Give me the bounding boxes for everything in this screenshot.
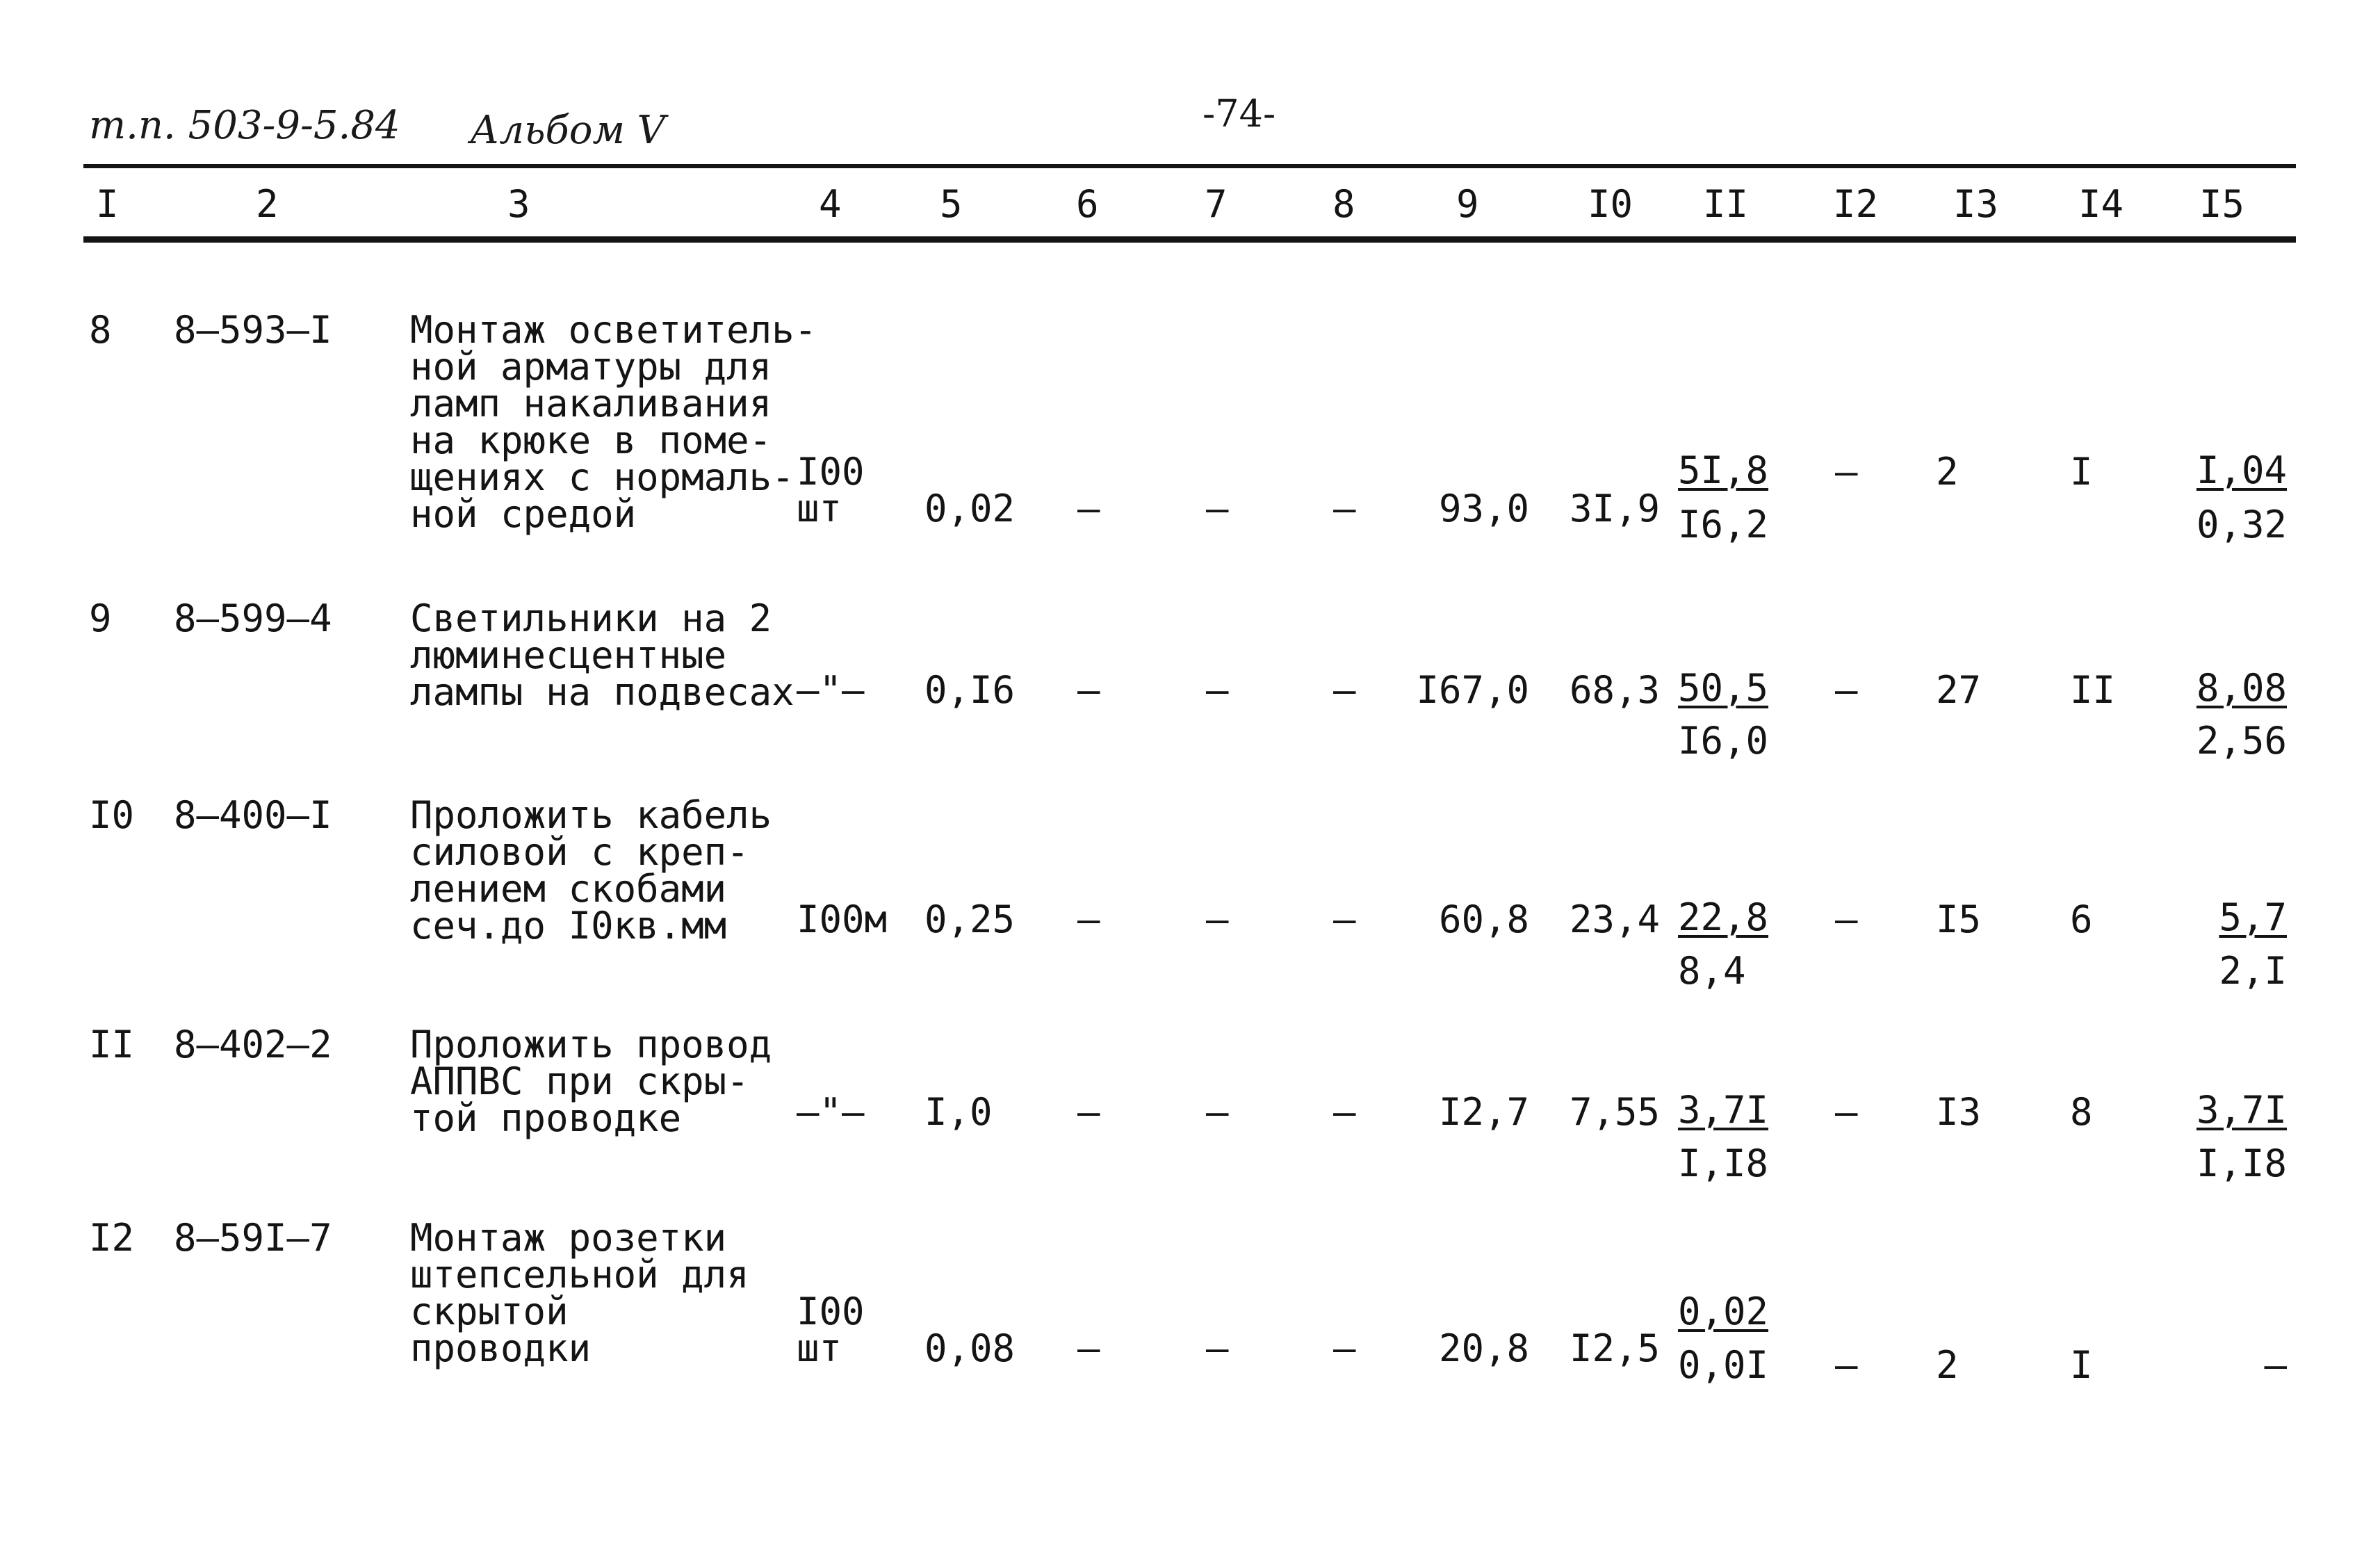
col-11-bottom-value: I,I8 [1678, 1141, 1769, 1185]
work-description-line: лением скобами [410, 867, 727, 911]
col-7-value: – [1206, 668, 1229, 712]
row-number: 8 [89, 308, 112, 352]
rate-code: 8–402–2 [174, 1023, 332, 1066]
col-14-value: II [2070, 668, 2116, 712]
quantity: 0,08 [924, 1326, 1016, 1370]
col-11-bottom-value: I6,2 [1678, 503, 1769, 546]
col-13-value: I5 [1936, 897, 1982, 941]
document-code: т.п. 503-9-5.84 [89, 103, 400, 148]
work-description-line: штепсельной для [410, 1253, 749, 1297]
col-15-bottom-value: I,I8 [2196, 1141, 2287, 1185]
col-9-value: I67,0 [1416, 668, 1529, 712]
work-description-line: проводки [410, 1326, 592, 1370]
col-6-value: – [1077, 1326, 1100, 1370]
col-11-top-value: 50,5 [1678, 666, 1769, 710]
col-15-top-value: – [2264, 1343, 2287, 1387]
work-description-line: ламп накаливания [410, 382, 772, 425]
col-7-value: – [1206, 1090, 1229, 1134]
work-description-line: той проводке [410, 1096, 682, 1140]
col-14-value: I [2070, 1343, 2093, 1387]
column-header-11: II [1703, 182, 1749, 226]
work-description-line: Проложить провод [410, 1023, 772, 1066]
col-7-value: – [1206, 897, 1229, 941]
col-10-value: 23,4 [1569, 897, 1660, 941]
column-header-1: I [96, 182, 119, 226]
col-11-top-value: 22,8 [1678, 895, 1769, 939]
col-8-value: – [1333, 897, 1356, 941]
col-15-bottom-value: 2,I [2219, 949, 2287, 993]
col-9-value: 20,8 [1438, 1326, 1529, 1370]
work-description-line: щениях с нормаль- [410, 455, 794, 499]
col-11-bottom-value: 0,0I [1678, 1343, 1769, 1387]
col-12-value: – [1835, 1090, 1858, 1134]
col-10-value: 7,55 [1569, 1090, 1660, 1134]
col-7-value: – [1206, 487, 1229, 530]
col-8-value: – [1333, 1326, 1356, 1370]
col-15-top-value: 3,7I [2196, 1088, 2287, 1132]
col-11-top-value: 3,7I [1678, 1088, 1769, 1132]
row-number: II [89, 1023, 135, 1066]
col-13-value: 2 [1936, 1343, 1959, 1387]
col-9-value: I2,7 [1438, 1090, 1529, 1134]
unit-of-measure: –"– [797, 668, 865, 712]
column-header-3: 3 [507, 182, 530, 226]
col-12-value: – [1835, 1343, 1858, 1387]
column-header-2: 2 [256, 182, 279, 226]
work-description-line: АППВС при скры- [410, 1059, 749, 1103]
col-12-value: – [1835, 450, 1858, 494]
album-label: Альбом V [470, 108, 666, 153]
col-14-value: 8 [2070, 1090, 2093, 1134]
work-description-line: силовой с креп- [410, 830, 749, 874]
col-6-value: – [1077, 487, 1100, 530]
col-13-value: 2 [1936, 450, 1959, 494]
col-12-value: – [1835, 668, 1858, 712]
unit-of-measure: I00м [797, 897, 888, 941]
row-number: 9 [89, 596, 112, 640]
col-10-value: I2,5 [1569, 1326, 1660, 1370]
rate-code: 8–59I–7 [174, 1216, 332, 1260]
unit-of-measure: шт [797, 1326, 842, 1370]
column-header-14: I4 [2078, 182, 2124, 226]
column-header-6: 6 [1076, 182, 1099, 226]
column-header-8: 8 [1332, 182, 1355, 226]
col-6-value: – [1077, 897, 1100, 941]
column-header-9: 9 [1456, 182, 1479, 226]
unit-of-measure: –"– [797, 1090, 865, 1134]
work-description-line: Проложить кабель [410, 793, 772, 837]
col-9-value: 93,0 [1438, 487, 1529, 530]
work-description-line: лампы на подвесах [410, 670, 794, 714]
col-15-top-value: 8,08 [2196, 666, 2287, 710]
quantity: 0,02 [924, 487, 1016, 530]
col-11-top-value: 0,02 [1678, 1290, 1769, 1333]
header-bottom-rule [83, 236, 2296, 243]
column-header-4: 4 [819, 182, 842, 226]
row-number: I2 [89, 1216, 135, 1260]
quantity: 0,25 [924, 897, 1016, 941]
col-8-value: – [1333, 487, 1356, 530]
rate-code: 8–400–I [174, 793, 332, 837]
rate-code: 8–599–4 [174, 596, 332, 640]
col-15-top-value: 5,7 [2219, 895, 2287, 939]
quantity: 0,I6 [924, 668, 1016, 712]
col-15-bottom-value: 0,32 [2196, 503, 2287, 546]
work-description-line: на крюке в поме- [410, 419, 772, 462]
work-description-line: ной средой [410, 492, 637, 536]
col-14-value: 6 [2070, 897, 2093, 941]
col-14-value: I [2070, 450, 2093, 494]
col-15-bottom-value: 2,56 [2196, 719, 2287, 763]
column-header-7: 7 [1205, 182, 1228, 226]
col-9-value: 60,8 [1438, 897, 1529, 941]
col-7-value: – [1206, 1326, 1229, 1370]
unit-of-measure: шт [797, 487, 842, 530]
work-description-line: Монтаж осветитель- [410, 308, 817, 352]
header-top-rule [83, 164, 2296, 168]
work-description-line: люминесцентные [410, 633, 727, 677]
col-12-value: – [1835, 897, 1858, 941]
col-13-value: 27 [1936, 668, 1982, 712]
col-13-value: I3 [1936, 1090, 1982, 1134]
work-description-line: сеч.до I0кв.мм [410, 904, 727, 948]
column-header-12: I2 [1833, 182, 1879, 226]
column-header-15: I5 [2199, 182, 2245, 226]
col-15-top-value: I,04 [2196, 448, 2287, 492]
row-number: I0 [89, 793, 135, 837]
quantity: I,0 [924, 1090, 993, 1134]
work-description-line: Монтаж розетки [410, 1216, 727, 1260]
rate-code: 8–593–I [174, 308, 332, 352]
col-8-value: – [1333, 1090, 1356, 1134]
page-number: -74- [1203, 92, 1276, 136]
unit-of-measure: I00 [797, 450, 865, 494]
work-description-line: ной арматуры для [410, 345, 772, 389]
col-11-bottom-value: I6,0 [1678, 719, 1769, 763]
unit-of-measure: I00 [797, 1290, 865, 1333]
col-10-value: 68,3 [1569, 668, 1660, 712]
column-header-10: I0 [1588, 182, 1633, 226]
col-6-value: – [1077, 668, 1100, 712]
col-10-value: 3I,9 [1569, 487, 1660, 530]
work-description-line: Светильники на 2 [410, 596, 772, 640]
column-header-5: 5 [940, 182, 963, 226]
col-11-top-value: 5I,8 [1678, 448, 1769, 492]
col-11-bottom-value: 8,4 [1678, 949, 1746, 993]
col-6-value: – [1077, 1090, 1100, 1134]
column-header-13: I3 [1953, 182, 1999, 226]
work-description-line: скрытой [410, 1290, 569, 1333]
col-8-value: – [1333, 668, 1356, 712]
